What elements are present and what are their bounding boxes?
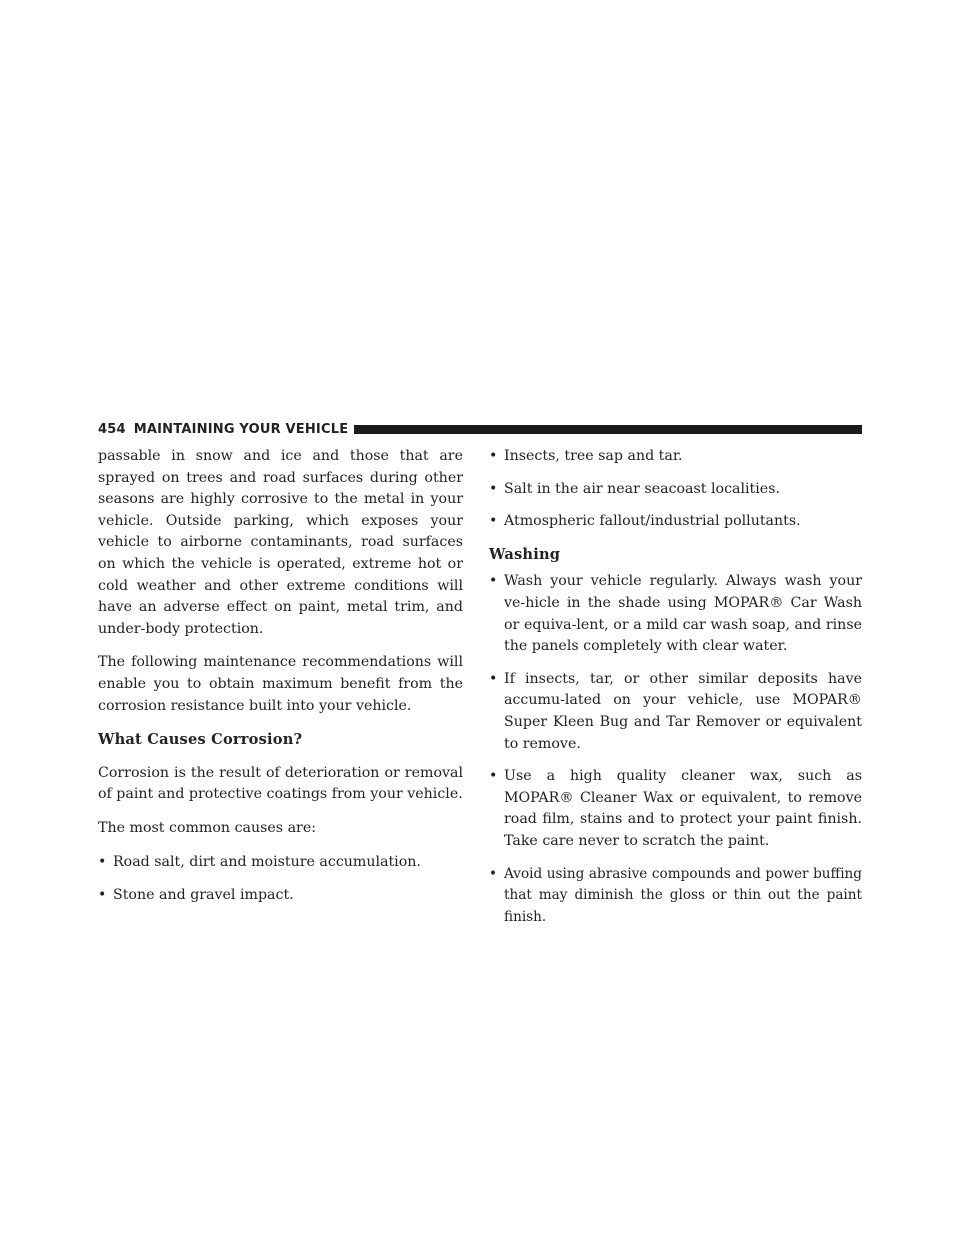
- list-item: • Salt in the air near seacoast localities.: [489, 479, 862, 501]
- section-title: MAINTAINING YOUR VEHICLE: [133, 421, 349, 437]
- paragraph-continued: passable in snow and ice and those that are sprayed on trees and road surfaces during other seasons are highly corrosive to the metal in your vehicle. Outside parking, which exposes your vehicle to airborne contaminants, road surfaces on which the vehicle is operated, extreme hot or cold weather and other extreme conditions will have an adverse effect on paint, metal trim, and under-body protection.: [98, 448, 463, 637]
- header-rule: [354, 425, 862, 434]
- page-header: [98, 418, 862, 440]
- heading-washing: Washing: [489, 545, 561, 563]
- washing-list: [489, 571, 862, 928]
- paragraph-common-causes: The most common causes are:: [98, 819, 317, 836]
- list-item: • Insects, tree sap and tar.: [489, 446, 862, 468]
- list-item: • Atmospheric fallout/industrial pollutants.: [489, 511, 862, 533]
- list-item: • Wash your vehicle regularly. Always wash your ve-hicle in the shade using MOPAR® Car Wash or equiva-lent, or a mild car wash soap, and rinse the panels completely with clear water.: [489, 571, 862, 657]
- list-item: • Use a high quality cleaner wax, such as MOPAR® Cleaner Wax or equivalent, to remove road film, stains and to protect your paint finish. Take care never to scratch the paint.: [489, 766, 862, 852]
- heading-what-causes-corrosion: What Causes Corrosion?: [98, 731, 303, 749]
- list-item: • Road salt, dirt and moisture accumulation.: [98, 852, 463, 874]
- left-column: [98, 446, 463, 919]
- paragraph-recommendations: The following maintenance recommendations will enable you to obtain maximum benefit from the corrosion resistance built into your vehicle.: [98, 654, 463, 714]
- paragraph-corrosion-definition: Corrosion is the result of deterioration or removal of paint and protective coatings from your vehicle.: [98, 764, 463, 803]
- page-number: 454: [98, 421, 126, 437]
- list-item: • Avoid using abrasive compounds and power buffing that may diminish the gloss or thin out the paint finish.: [489, 864, 862, 929]
- list-item: • Stone and gravel impact.: [98, 885, 463, 907]
- causes-list-continued: [489, 446, 862, 533]
- right-column: [489, 446, 862, 939]
- list-item: • If insects, tar, or other similar deposits have accumu-lated on your vehicle, use MOPAR® Super Kleen Bug and Tar Remover or equivalent to remove.: [489, 669, 862, 755]
- causes-list: [98, 852, 463, 907]
